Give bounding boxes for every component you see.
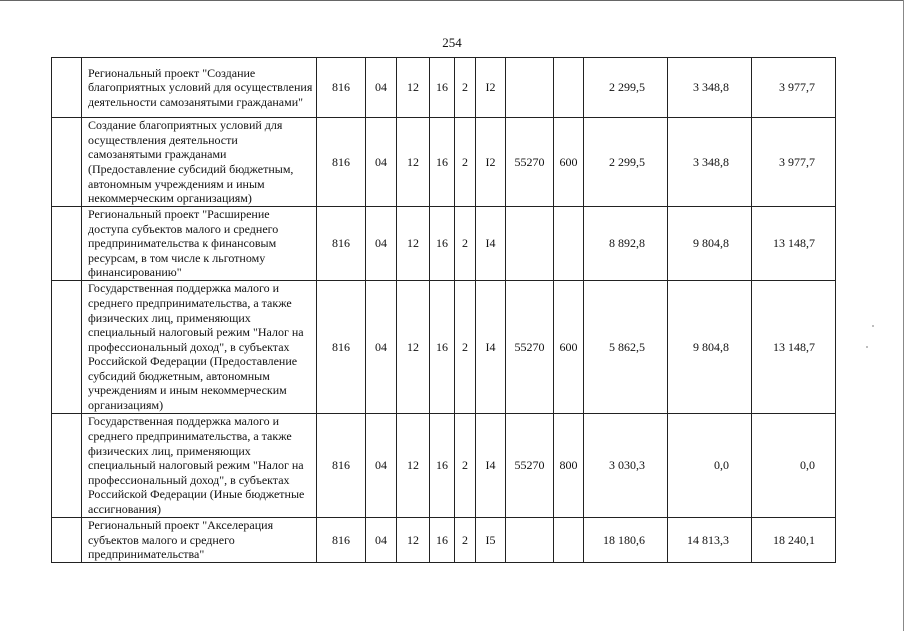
razdel-cell: 04 [366, 281, 397, 414]
year2-amount: 3 348,8 [668, 58, 752, 118]
row-name: Региональный проект "Акселерация субъектов малого и среднего предпринимательства" [82, 518, 317, 563]
grbs-cell: 816 [317, 281, 366, 414]
cs-project-cell: I4 [476, 207, 506, 281]
cs-subprogram-cell: 2 [455, 207, 476, 281]
year1-amount: 2 299,5 [584, 58, 668, 118]
podrazdel-cell: 12 [397, 118, 430, 207]
cs-program-cell: 16 [430, 207, 455, 281]
year3-amount: 0,0 [752, 414, 836, 518]
cs-project-cell: I2 [476, 58, 506, 118]
year2-amount: 3 348,8 [668, 118, 752, 207]
row-name: Государственная поддержка малого и среднего предпринимательства, а также физических лиц, применяющих специальный налоговый режим "Налог на профессиональный доход", в субъектах Российской Федерации (Иные бюджетные ассигнования) [82, 414, 317, 518]
cs-program-cell: 16 [430, 58, 455, 118]
vr-cell: 600 [554, 281, 584, 414]
scan-speck [866, 346, 868, 348]
index-cell [52, 207, 82, 281]
vr-cell: 800 [554, 414, 584, 518]
vr-cell [554, 207, 584, 281]
table-row [52, 518, 836, 563]
podrazdel-cell: 12 [397, 518, 430, 563]
cs-direction-cell: 55270 [506, 118, 554, 207]
razdel-cell: 04 [366, 207, 397, 281]
year2-amount: 9 804,8 [668, 281, 752, 414]
table-row [52, 281, 836, 414]
cs-program-cell: 16 [430, 281, 455, 414]
cs-program-cell: 16 [430, 414, 455, 518]
podrazdel-cell: 12 [397, 281, 430, 414]
year3-amount: 13 148,7 [752, 207, 836, 281]
cs-subprogram-cell: 2 [455, 281, 476, 414]
year3-amount: 18 240,1 [752, 518, 836, 563]
row-name: Создание благоприятных условий для осуществления деятельности самозанятыми гражданами (Предоставление субсидий бюджетным, автономным учреждениям и иным некоммерческим организациям) [82, 118, 317, 207]
year3-amount: 3 977,7 [752, 58, 836, 118]
podrazdel-cell: 12 [397, 207, 430, 281]
grbs-cell: 816 [317, 518, 366, 563]
year1-amount: 2 299,5 [584, 118, 668, 207]
cs-project-cell: I2 [476, 118, 506, 207]
razdel-cell: 04 [366, 58, 397, 118]
row-name: Региональный проект "Создание благоприятных условий для осуществления деятельности самозанятыми гражданами" [82, 58, 317, 118]
cs-program-cell: 16 [430, 118, 455, 207]
vr-cell [554, 58, 584, 118]
cs-subprogram-cell: 2 [455, 58, 476, 118]
razdel-cell: 04 [366, 518, 397, 563]
table-row [52, 58, 836, 118]
razdel-cell: 04 [366, 414, 397, 518]
table-row [52, 118, 836, 207]
index-cell [52, 118, 82, 207]
cs-direction-cell [506, 207, 554, 281]
index-cell [52, 281, 82, 414]
row-name: Региональный проект "Расширение доступа субъектов малого и среднего предпринимательства к финансовым ресурсам, в том числе к льготному финансированию" [82, 207, 317, 281]
cs-direction-cell [506, 58, 554, 118]
page-number: 254 [442, 35, 462, 50]
scan-edge-top [0, 0, 904, 1]
budget-table [51, 57, 836, 563]
year2-amount: 14 813,3 [668, 518, 752, 563]
grbs-cell: 816 [317, 118, 366, 207]
cs-project-cell: I5 [476, 518, 506, 563]
year1-amount: 3 030,3 [584, 414, 668, 518]
podrazdel-cell: 12 [397, 414, 430, 518]
cs-project-cell: I4 [476, 281, 506, 414]
razdel-cell: 04 [366, 118, 397, 207]
cs-project-cell: I4 [476, 414, 506, 518]
podrazdel-cell: 12 [397, 58, 430, 118]
year2-amount: 0,0 [668, 414, 752, 518]
grbs-cell: 816 [317, 58, 366, 118]
cs-subprogram-cell: 2 [455, 118, 476, 207]
row-name: Государственная поддержка малого и среднего предпринимательства, а также физических лиц, применяющих специальный налоговый режим "Налог на профессиональный доход", в субъектах Российской Федерации (Предоставление субсидий бюджетным, автономным учреждениям и иным некоммерческим организациям) [82, 281, 317, 414]
vr-cell [554, 518, 584, 563]
vr-cell: 600 [554, 118, 584, 207]
cs-subprogram-cell: 2 [455, 414, 476, 518]
cs-program-cell: 16 [430, 518, 455, 563]
cs-direction-cell: 55270 [506, 414, 554, 518]
year1-amount: 5 862,5 [584, 281, 668, 414]
year1-amount: 8 892,8 [584, 207, 668, 281]
cs-direction-cell: 55270 [506, 281, 554, 414]
year1-amount: 18 180,6 [584, 518, 668, 563]
year3-amount: 3 977,7 [752, 118, 836, 207]
index-cell [52, 518, 82, 563]
table-row [52, 207, 836, 281]
year3-amount: 13 148,7 [752, 281, 836, 414]
scan-speck [872, 325, 874, 327]
table-body [52, 58, 836, 563]
index-cell [52, 414, 82, 518]
cs-direction-cell [506, 518, 554, 563]
index-cell [52, 58, 82, 118]
grbs-cell: 816 [317, 207, 366, 281]
table-row [52, 414, 836, 518]
cs-subprogram-cell: 2 [455, 518, 476, 563]
grbs-cell: 816 [317, 414, 366, 518]
year2-amount: 9 804,8 [668, 207, 752, 281]
